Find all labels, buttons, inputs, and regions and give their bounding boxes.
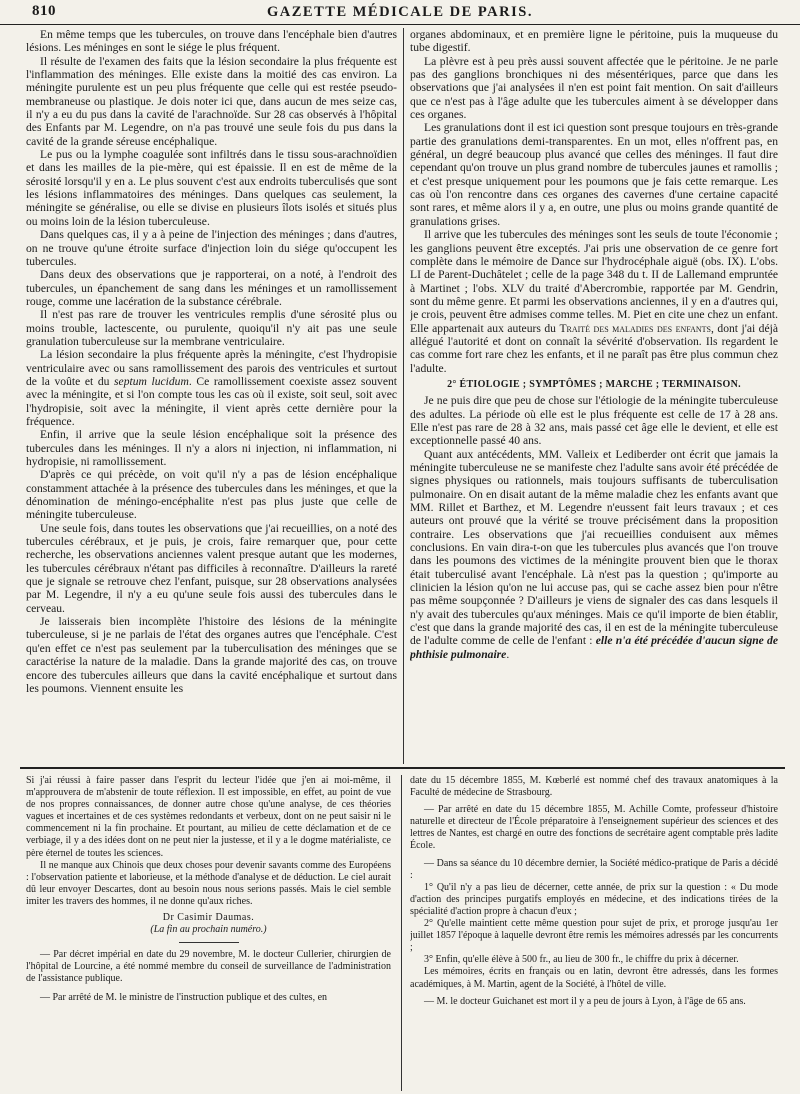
news-item: date du 15 décembre 1855, M. Kœberlé est nommé chef des travaux anatomiques à la Faculté de médecine de Strasbourg. xyxy=(410,775,778,799)
list-item: 2° Qu'elle maintient cette même question pour sujet de prix, et proroge jusqu'au 1er juillet 1857 l'époque à laquelle devront être remis les mémoires adressés par les concurrents ; xyxy=(410,918,778,954)
text-run: . xyxy=(506,647,510,661)
paragraph: Dans deux des observations que je rapporterai, on a noté, à l'endroit des tubercules, un épanchement de sang dans les méninges et un ramollissement rouge, comme une lacération de la substance cérébrale. xyxy=(26,268,397,308)
paragraph: Les granulations dont il est ici question sont presque toujours en très-grande partie des granulations demi-transparentes. En un mot, elles n'offrent pas, en général, un degré beaucoup plus avancé que celles des méninges. Il faut dire cependant qu'on trouve un plus grand nombre de tubercules jaunes et ramollis ; et c'est presque uniquement pour les poumons que je fais cette remarque. Les cas où l'on rencontre dans ces organes des cavernes d'une certaine capacité sont rares, et même alors il y a, en outre, une plus ou moins grande quantité de granulations grises. xyxy=(410,121,778,228)
text-run: Il arrive que les tubercules des méninges sont les seuls de toute l'économie ; les ganglions peuvent être exceptés. J'ai pris une observation de ce genre fort complète dans le mémoire de Dance sur l'hydrocéphale aiguë (obs. IX). L'obs. LI de Parent-Duchâtelet ; celle de la page 348 du t. II de Lallemand empruntée à Martinet ; l'obs. XLV du traité d'Abercrombie, rapportée par M. Gendrin, sont du même genre. Et parmi les observations anciennes, il y en a d'autres qui, je crois, peuvent être admises comme telles. M. Piet en cite une chez un enfant. Elle appartenait aux auteurs du xyxy=(410,228,778,335)
news-item: Les mémoires, écrits en français ou en latin, devront être adressés, dans les formes académiques, à M. Martin, agent de la Société, à l'hôtel de ville. xyxy=(410,966,778,990)
news-item: — M. le docteur Guichanet est mort il y a peu de jours à Lyon, à l'âge de 65 ans. xyxy=(424,995,746,1007)
news-item: — Par décret impérial en date du 29 novembre, M. le docteur Cullerier, chirurgien de l'hôpital de Lourcine, a été nommé membre du conseil de surveillance de l'administration de l'assistance publique. xyxy=(26,949,391,985)
paragraph: Une seule fois, dans toutes les observations que j'ai recueillies, on a noté des tubercules cérébraux, et je puis, je crois, faire remarquer que, pour cette recherche, les observations anciennes valent presque autant que les modernes, les tubercules cérébraux n'étant pas difficiles à reconnaître. D'ailleurs la rareté que je signale se retrouve chez l'enfant, puisque, sur 28 observations analysées par M. Legendre, il n'y a eu qu'une seule fois aussi des tubercules dans le cerveau. xyxy=(26,521,397,615)
news-item: — Par arrêté de M. le ministre de l'instruction publique et des cultes, en xyxy=(40,991,328,1003)
paragraph: Je ne puis dire que peu de chose sur l'étiologie de la méningite tuberculeuse des adultes. La période où elle est le plus fréquente est celle de 17 à 28 ans. Elle n'est pas rare de 28 à 32 ans, mais passé cet âge elle le devient, et elle est exceptionnelle passé 40 ans. xyxy=(410,394,778,448)
page-header xyxy=(0,0,800,25)
feuilleton-column-left xyxy=(26,775,391,1091)
column-divider xyxy=(401,775,402,1091)
page-number: 810 xyxy=(32,3,56,19)
paragraph: Si j'ai réussi à faire passer dans l'esprit du lecteur l'idée que j'en ai moi-même, il m'approuvera de m'abstenir de toute réflexion. Il est impossible, en effet, au point de vue de nos propres connaissances, de donner autre chose qu'une analyse, de ces théories vagues et incertaines et de ces systèmes redondants et verbeux, dont on ne peut saisir ni le commencement ni la fin prochaine. Et pourtant, au milieu de cette déclamation et de ce verbiage, il y a des idées dont on ne peut nier la justesse, et il y a le dogme matérialiste, ce père éternel de toutes les sciences. xyxy=(26,775,391,859)
text-run: La lésion secondaire la plus fréquente après la méningite, c'est l'hydropisie ventriculaire avec ou sans ramollissement des parois des ventricules et surtout de la voûte et du xyxy=(26,348,397,388)
list-item: 3° Enfin, qu'elle élève à 500 fr., au lieu de 300 fr., le chiffre du prix à décerner. xyxy=(424,954,739,966)
book-title: Traité des maladies des enfants xyxy=(559,321,712,335)
paragraph xyxy=(410,448,778,662)
paragraph: En même temps que les tubercules, on trouve dans l'encéphale bien d'autres lésions. Les méninges en sont le siége le plus fréquent. xyxy=(26,28,397,55)
paragraph: Dans quelques cas, il y a à peine de l'injection des méninges ; dans d'autres, on ne trouve qu'une étroite surface d'injection loin du siége qu'occupent les tubercules. xyxy=(26,228,397,268)
journal-title: GAZETTE MÉDICALE DE PARIS. xyxy=(267,4,533,20)
list-item: 1° Qu'il n'y a pas lieu de décerner, cette année, de prix sur la question : « Du mode d'action des principes purgatifs employés en médecine, et des indications tirées de la spécialité d'action propre à chacun d'eux ; xyxy=(410,881,778,917)
article-column-right xyxy=(410,28,778,766)
paragraph: La plèvre est à peu près aussi souvent affectée que le péritoine. Je ne parle pas des ganglions bronchiques ni des mésentériques, parce que dans les observations que j'ai analysées il n'en est point fait mention. On sait d'ailleurs que ce n'est pas à l'âge adulte que les tubercules aiment à se développer dans ces organes. xyxy=(410,54,778,122)
text-run: . Ce ramollissement coexiste assez souvent avec la méningite, et si l'on compte tous les cas où il existe, soit seul, soit avec l'hydropisie, soit avec la méningite, il vient après cette dernière pour la fréquence. xyxy=(26,374,397,428)
news-column-right xyxy=(410,775,778,1091)
paragraph xyxy=(26,348,397,428)
text-run: Quant aux antécédents, MM. Valleix et Lediberder ont écrit que jamais la méningite tuberculeuse ne se manifeste chez l'adulte sans avoir été précédée de signes physiques ou rationnels, mais toujours suffisants de tuberculisation pulmonaire. On en disait autant de la même maladie chez les enfants avant que MM. Rillet et Barthez, et M. Legendre n'eussent fait leurs travaux ; et ces auteurs ont prouvé que la vérité se trouve précisément dans la proposition contraire. Les observations que j'ai recueillies conduisent aux mêmes conclusions. En vain dira-t-on que les tubercules plus avancés que l'on trouve dans les poumons des victimes de la méningite prouvent bien que le thorax était tuberculisé avant l'encéphale. Là n'est pas la question ; qu'importe au clinicien la lésion qu'on ne lui accuse pas, qui se cache assez bien pour n'être pas même soupçonnée ? D'ailleurs je viens de signaler des cas dans lesquels il n'y avait des tubercules qu'aux méninges. Mais ce qu'il importe de bien établir, c'est que dans la grande majorité des cas, il en est de la méningite tuberculeuse de l'adulte comme de celle de l'enfant : xyxy=(410,447,778,648)
paragraph: Il résulte de l'examen des faits que la lésion secondaire la plus fréquente est l'inflammation des méninges. Elle existe dans la moitié des cas environ. La méningite purulente est un peu plus fréquente que celle qui est restée pseudo-membraneuse ou plastique. Je dois noter ici que, dans aucun de mes seize cas, il n'y a eu du pus dans la cavité de l'arachnoïde. Sur 28 cas observés à l'hôpital des Enfants par M. Legendre, on n'a pas trouvé une seule fois du pus dans la cavité de la grande séreuse encéphalique. xyxy=(26,54,397,148)
italic-term: septum lucidum xyxy=(114,374,189,388)
continuation-note: (La fin au prochain numéro.) xyxy=(150,924,267,936)
paragraph: Je laisserais bien incomplète l'histoire des lésions de la méningite tuberculeuse, si je ne parlais de l'état des organes autres que l'encéphale. C'est qu'en effet ce n'est pas seulement par la tuberculisation des méninges que se caractérise la nature de la maladie. Dans la grande majorité des cas, on trouve encore des tubercules ailleurs que dans la cavité encéphalique et surtout dans les poumons. Viennent ensuite les xyxy=(26,615,397,695)
divider xyxy=(179,942,239,943)
section-divider xyxy=(20,767,785,769)
paragraph: Le pus ou la lymphe coagulée sont infiltrés dans le tissu sous-arachnoïdien et dans les mailles de la pie-mère, qui est épaissie. Il en est de même de la sérosité lorsqu'il y en a. Le plus souvent c'est aux endroits tuberculisés que sont les lésions inflammatoires des méninges. Dans quelques cas seulement, la méningite se généralise, ou elle se divise en plusieurs îlots isolés et situés plus ou moins loin de la lésion tuberculeuse. xyxy=(26,148,397,228)
article-column-left xyxy=(26,28,397,766)
news-item: — Dans sa séance du 10 décembre dernier, la Société médico-pratique de Paris a décidé : xyxy=(410,857,778,881)
paragraph: D'après ce qui précède, on voit qu'il n'y a pas de lésion encéphalique constamment attachée à la présence des tubercules dans les méninges, et que la dénomination de méningo-encéphalite n'est pas plus juste que celle de méningite tuberculeuse. xyxy=(26,468,397,522)
paragraph: organes abdominaux, et en première ligne le péritoine, puis la muqueuse du tube digestif. xyxy=(410,28,778,55)
author-signature: Dr Casimir Daumas. xyxy=(162,912,255,924)
paragraph xyxy=(410,228,778,375)
text-run: , dont j'ai déjà allégué l'autorité et dont on connaît la sévérité d'observation. Ils regardent le cas comme fort rare chez les enfants, et il ne paraît pas être plus commun chez l'adulte. xyxy=(410,321,778,375)
paragraph: Il n'est pas rare de trouver les ventricules remplis d'une sérosité plus ou moins trouble, lactescente, ou purulente, quoiqu'il n'y ait pas une seule granulation tuberculeuse sur la membrane ventriculaire. xyxy=(26,308,397,348)
column-divider xyxy=(403,28,404,764)
paragraph: Il ne manque aux Chinois que deux choses pour devenir savants comme des Européens : l'observation patiente et laborieuse, et la méthode d'analyse et de déduction. Le ciel aurait dû leur envoyer Descartes, dont au besoin nous nous serions passés. Mais le ciel semble imiter les travers des hommes, il ne donne qu'aux riches. xyxy=(26,859,391,907)
paragraph: Enfin, il arrive que la seule lésion encéphalique soit la présence des tubercules dans les méninges. Il n'y a alors ni injection, ni inflammation, ni hydropisie, ni ramollissement. xyxy=(26,428,397,468)
news-item: — Par arrêté en date du 15 décembre 1855, M. Achille Comte, professeur d'histoire naturelle et directeur de l'École préparatoire à l'enseignement supérieur des sciences et des lettres de Nantes, est chargé en outre des fonctions de secrétaire agent comptable près ladite École. xyxy=(410,804,778,852)
section-heading: 2° ÉTIOLOGIE ; SYMPTÔMES ; MARCHE ; TERMINAISON. xyxy=(447,378,741,390)
emphasis: elle n'a été précédée d'aucun signe de phthisie pulmonaire xyxy=(410,634,778,661)
